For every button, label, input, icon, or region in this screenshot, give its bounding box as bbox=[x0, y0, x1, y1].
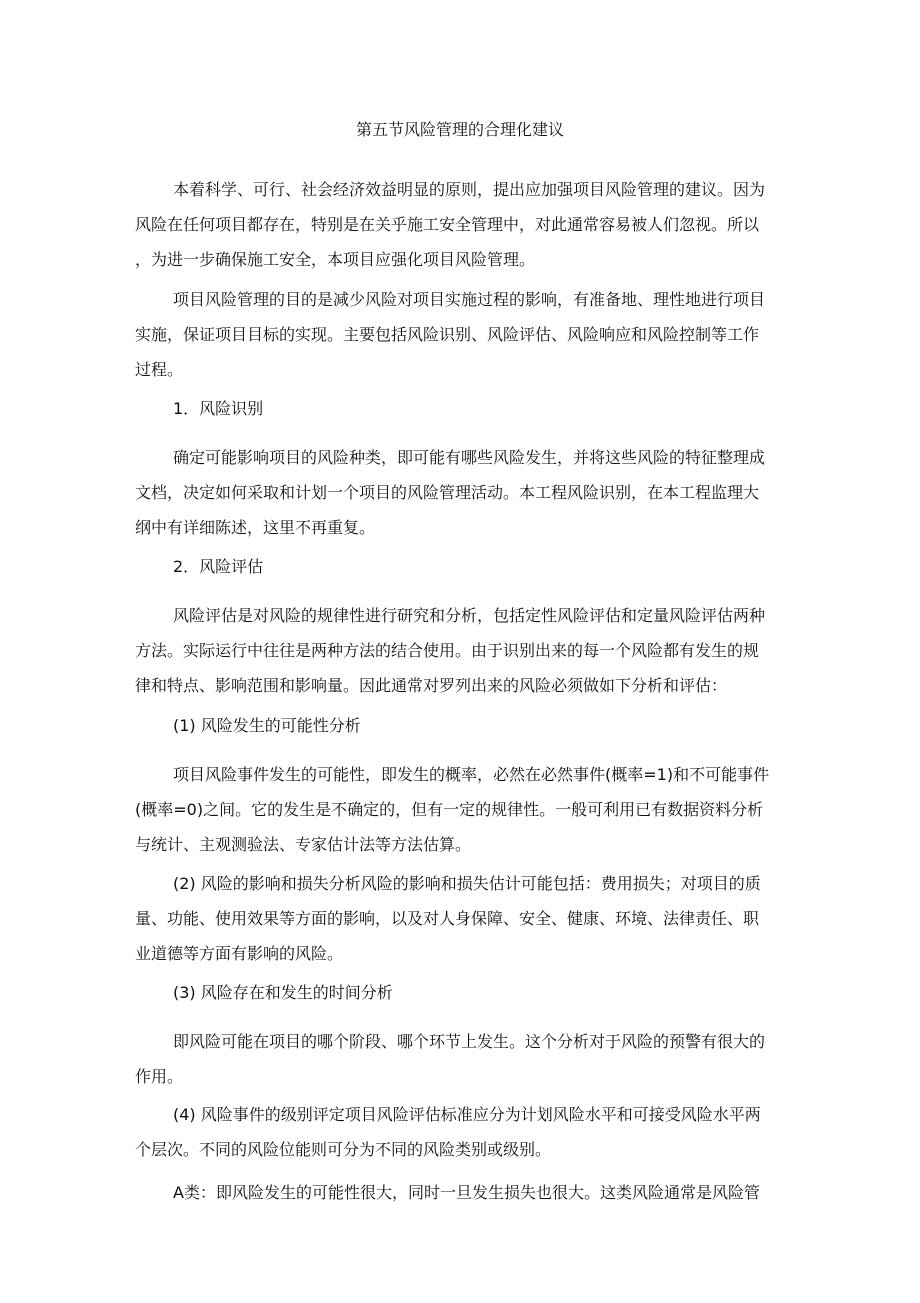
text-line: (4) 风险事件的级别评定项目风险评估标准应分为计划风险水平和可接受风险水平两 bbox=[173, 1105, 761, 1124]
heading-risk-assessment: 2．风险评估 bbox=[173, 557, 264, 576]
text-line: 即风险可能在项目的哪个阶段、哪个环节上发生。这个分析对于风险的预警有很大的 bbox=[173, 1032, 766, 1051]
text-line: 文档，决定如何采取和计划一个项目的风险管理活动。本工程风险识别，在本工程监理大 bbox=[135, 483, 760, 502]
text-line: 业道德等方面有影响的风险。 bbox=[135, 944, 344, 963]
heading-time-analysis: (3) 风险存在和发生的时间分析 bbox=[173, 983, 393, 1002]
text-line: 实施，保证项目目标的实现。主要包括风险识别、风险评估、风险响应和风险控制等工作 bbox=[135, 325, 760, 344]
heading-probability-analysis: (1) 风险发生的可能性分析 bbox=[173, 716, 361, 735]
paragraph-probability bbox=[135, 757, 785, 862]
text-line: ，为进一步确保施工安全，本项目应强化项目风险管理。 bbox=[135, 250, 536, 269]
text-line: A类：即风险发生的可能性很大，同时一旦发生损失也很大。这类风险通常是风险管 bbox=[173, 1183, 760, 1202]
text-line: 律和特点、影响范围和影响量。因此通常对罗列出来的风险必须做如下分析和评估： bbox=[135, 676, 728, 695]
text-line: 项目风险事件发生的可能性，即发生的概率，必然在必然事件(概率=1)和不可能事件 bbox=[173, 765, 770, 784]
paragraph-risk-assessment bbox=[135, 598, 785, 703]
text-line: 作用。 bbox=[135, 1067, 184, 1086]
paragraph-impact-loss bbox=[135, 866, 785, 971]
text-line: 风险在任何项目都存在，特别是在关乎施工安全管理中，对此通常容易被人们忽视。所以 bbox=[135, 215, 760, 234]
text-line: 风险评估是对风险的规律性进行研究和分析，包括定性风险评估和定量风险评估两种 bbox=[173, 606, 766, 625]
paragraph-intro bbox=[135, 172, 785, 277]
paragraph-time bbox=[135, 1024, 785, 1094]
paragraph-risk-identification bbox=[135, 440, 785, 545]
paragraph-class-a bbox=[135, 1175, 785, 1210]
text-line: (2) 风险的影响和损失分析风险的影响和损失估计可能包括：费用损失；对项目的质 bbox=[173, 874, 761, 893]
text-line: 量、功能、使用效果等方面的影响，以及对人身保障、安全、健康、环境、法律责任、职 bbox=[135, 909, 760, 928]
text-line: 项目风险管理的目的是减少风险对项目实施过程的影响，有准备地、理性地进行项目 bbox=[173, 290, 766, 309]
section-title: 第五节风险管理的合理化建议 bbox=[355, 120, 564, 139]
text-line: 个层次。不同的风险位能则可分为不同的风险类别或级别。 bbox=[135, 1140, 552, 1159]
text-line: (概率=0)之间。它的发生是不确定的，但有一定的规律性。一般可利用已有数据资料分析 bbox=[135, 800, 764, 819]
text-line: 本着科学、可行、社会经济效益明显的原则，提出应加强项目风险管理的建议。因为 bbox=[173, 180, 766, 199]
heading-risk-identification: 1．风险识别 bbox=[173, 399, 264, 418]
paragraph-risk-level bbox=[135, 1097, 785, 1167]
text-line: 与统计、主观测验法、专家估计法等方法估算。 bbox=[135, 835, 472, 854]
paragraph-purpose bbox=[135, 282, 785, 387]
text-line: 过程。 bbox=[135, 360, 184, 379]
text-line: 方法。实际运行中往往是两种方法的结合使用。由于识别出来的每一个风险都有发生的规 bbox=[135, 641, 760, 660]
text-line: 纲中有详细陈述，这里不再重复。 bbox=[135, 518, 376, 537]
text-line: 确定可能影响项目的风险种类，即可能有哪些风险发生，并将这些风险的特征整理成 bbox=[173, 448, 766, 467]
